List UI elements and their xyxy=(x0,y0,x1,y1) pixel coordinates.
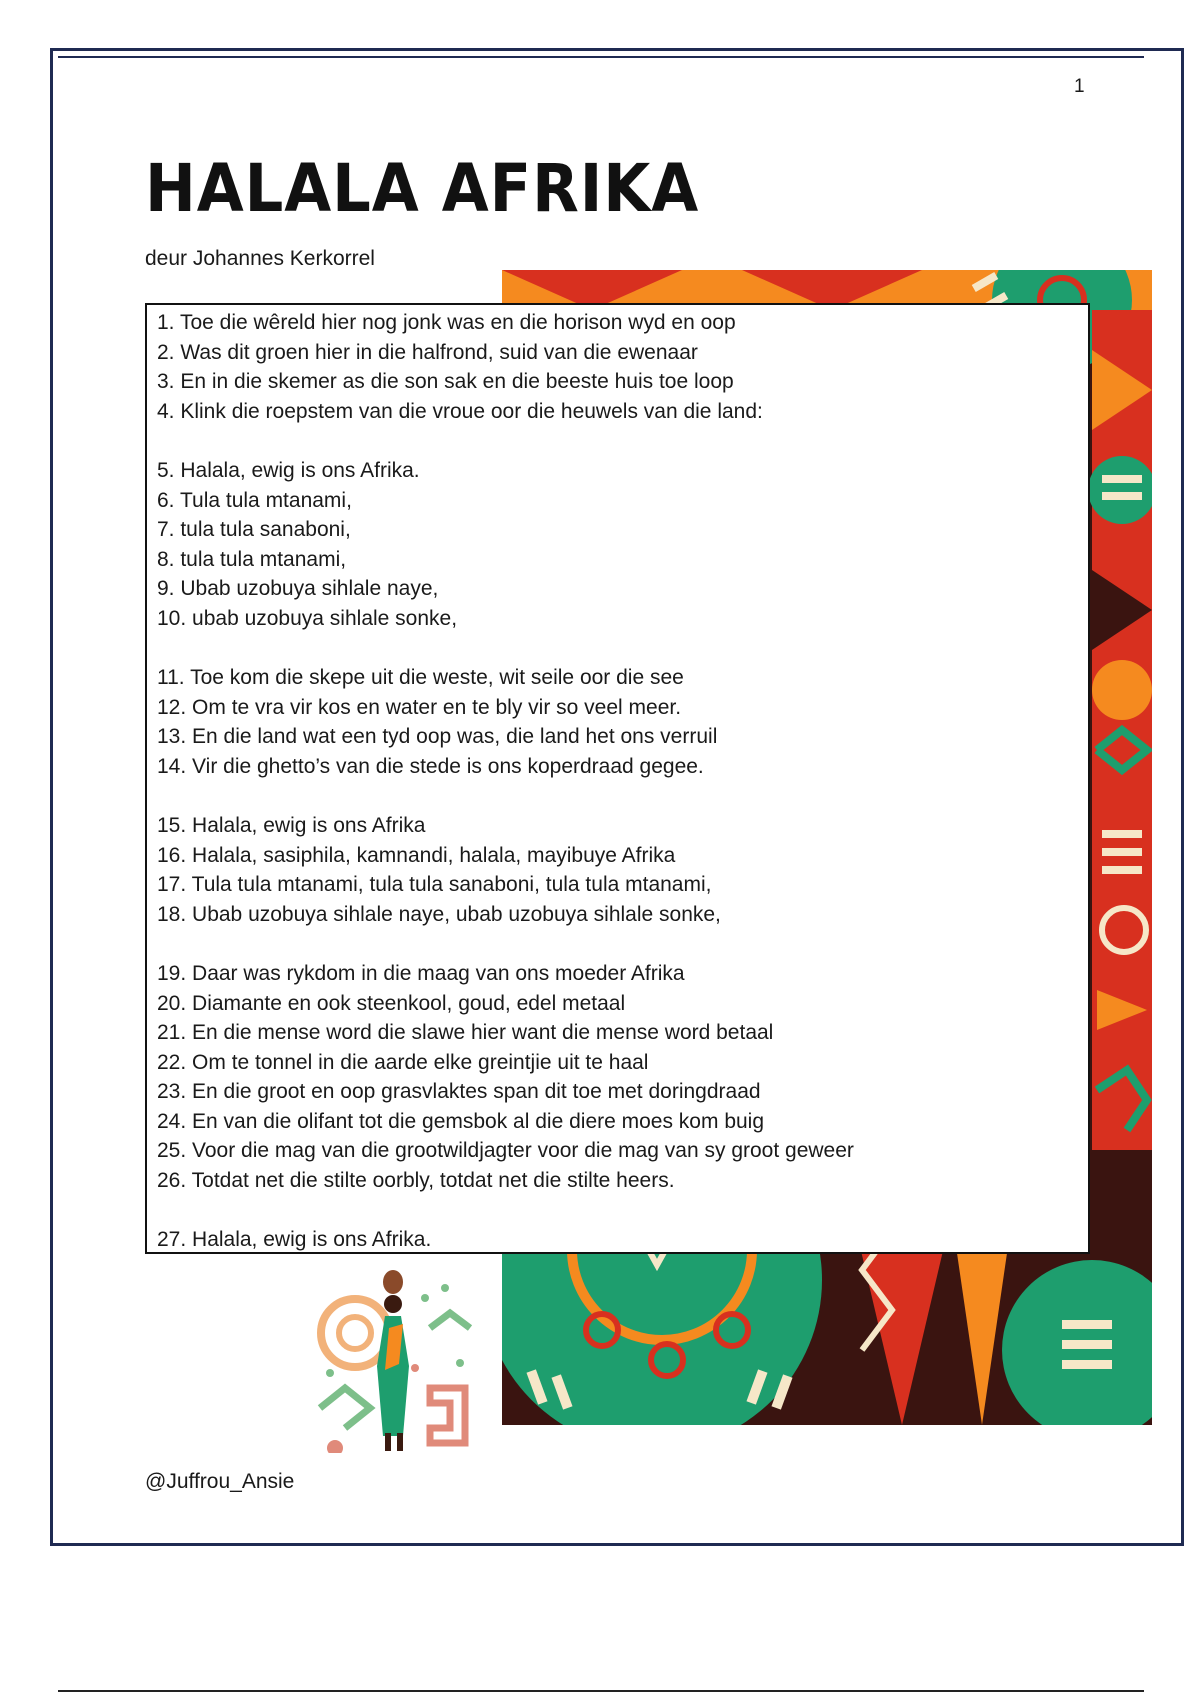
lyric-line: 26. Totdat net die stilte oorbly, totdat net die stilte heers. xyxy=(157,1168,675,1192)
lyric-line: 23. En die groot en oop grasvlaktes span dit toe met doringdraad xyxy=(157,1080,761,1103)
lyric-line: 15. Halala, ewig is ons Afrika xyxy=(157,814,426,837)
lyric-line: 20. Diamante en ook steenkool, goud, edel metaal xyxy=(157,991,626,1015)
lyric-line: 10. ubab uzobuya sihlale sonke, xyxy=(157,606,458,630)
lyric-line: 17. Tula tula mtanami, tula tula sanaboni, tula tula mtanami, xyxy=(157,873,712,896)
lyrics-stanza xyxy=(157,1225,1088,1255)
lyric-line: 14. Vir die ghetto’s van die stede is ons koperdraad gegee. xyxy=(157,754,704,778)
lyric-line: 21. En die mense word die slawe hier want die mense word betaal xyxy=(157,1021,774,1044)
lyrics-box xyxy=(145,303,1090,1254)
lyric-line: 6. Tula tula mtanami, xyxy=(157,488,352,512)
lyric-line: 2. Was dit groen hier in die halfrond, suid van die ewenaar xyxy=(157,340,698,364)
lyrics-stanza xyxy=(157,456,1088,633)
lyric-line: 22. Om te tonnel in die aarde elke greintjie uit te haal xyxy=(157,1050,649,1074)
lyric-line: 19. Daar was rykdom in die maag van ons moeder Afrika xyxy=(157,962,685,985)
page-bottom-rule xyxy=(58,1690,1144,1692)
lyric-line: 13. En die land wat een tyd oop was, die land het ons verruil xyxy=(157,725,718,748)
lyric-line: 12. Om te vra vir kos en water en te bly vir so veel meer. xyxy=(157,695,682,719)
lyric-line: 9. Ubab uzobuya sihlale naye, xyxy=(157,577,439,600)
header-rule xyxy=(58,56,1144,58)
lyric-line: 5. Halala, ewig is ons Afrika. xyxy=(157,459,420,482)
lyric-line: 3. En in die skemer as die son sak en die beeste huis toe loop xyxy=(157,370,734,393)
author-handle: @Juffrou_Ansie xyxy=(145,1470,295,1493)
lyric-line: 11. Toe kom die skepe uit die weste, wit seile oor die see xyxy=(157,666,684,689)
lyric-line: 27. Halala, ewig is ons Afrika. xyxy=(157,1228,432,1251)
lyrics-stanza xyxy=(157,959,1088,1195)
lyric-line: 16. Halala, sasiphila, kamnandi, halala, mayibuye Afrika xyxy=(157,843,676,867)
lyric-line: 1. Toe die wêreld hier nog jonk was en die horison wyd en oop xyxy=(157,311,736,334)
lyrics-stanza xyxy=(157,308,1088,426)
page-number: 1 xyxy=(1074,76,1085,97)
lyric-line: 24. En van die olifant tot die gemsbok al die diere moes kom buig xyxy=(157,1109,765,1133)
lyrics-stanza xyxy=(157,811,1088,929)
lyrics-stanza xyxy=(157,663,1088,781)
lyric-line: 18. Ubab uzobuya sihlale naye, ubab uzobuya sihlale sonke, xyxy=(157,902,721,926)
woman-carrying-pot-illustration xyxy=(315,1268,475,1453)
lyric-line: 4. Klink die roepstem van die vroue oor die heuwels van die land: xyxy=(157,399,763,423)
lyric-line: 25. Voor die mag van die grootwildjagter voor die mag van sy groot geweer xyxy=(157,1139,854,1162)
song-byline: deur Johannes Kerkorrel xyxy=(145,247,375,270)
song-title: HALALA AFRIKA xyxy=(145,150,700,227)
lyric-line: 7. tula tula sanaboni, xyxy=(157,518,351,541)
lyric-line: 8. tula tula mtanami, xyxy=(157,547,347,571)
